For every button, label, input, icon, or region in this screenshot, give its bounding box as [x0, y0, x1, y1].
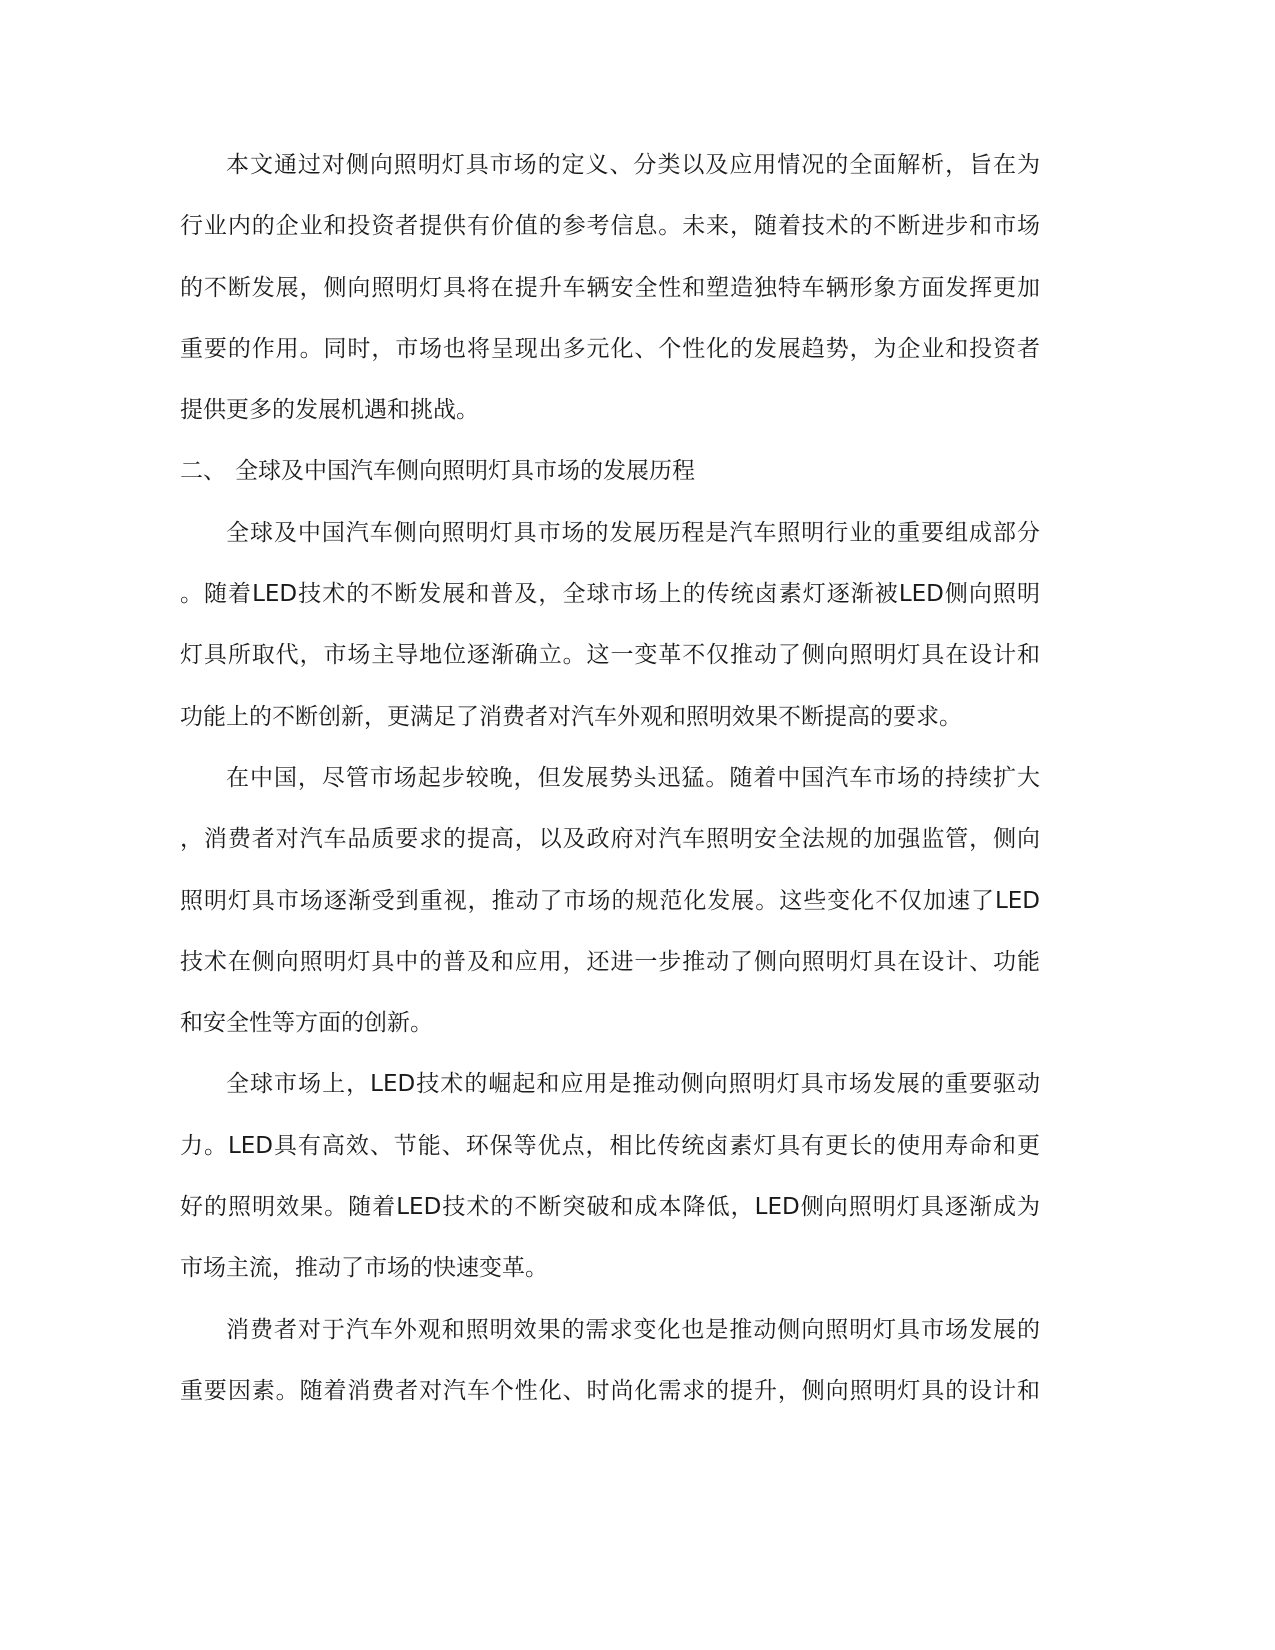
- paragraph-line: 力。LED具有高效、节能、环保等优点，相比传统卤素灯具有更长的使用寿命和更: [180, 1132, 1040, 1159]
- paragraph-line: 功能上的不断创新，更满足了消费者对汽车外观和照明效果不断提高的要求。: [180, 703, 962, 730]
- paragraph-line: 在中国，尽管市场起步较晚，但发展势头迅猛。随着中国汽车市场的持续扩大: [226, 764, 1040, 791]
- paragraph-line: 市场主流，推动了市场的快速变革。: [180, 1255, 548, 1282]
- paragraph-line: 本文通过对侧向照明灯具市场的定义、分类以及应用情况的全面解析，旨在为: [226, 152, 1040, 178]
- paragraph-intro: [180, 135, 1040, 441]
- paragraph-line: 全球及中国汽车侧向照明灯具市场的发展历程是汽车照明行业的重要组成部分: [226, 519, 1040, 546]
- paragraph-line: 灯具所取代，市场主导地位逐渐确立。这一变革不仅推动了侧向照明灯具在设计和: [180, 642, 1040, 669]
- section-heading: [180, 441, 1040, 502]
- paragraph-line: 。随着LED技术的不断发展和普及，全球市场上的传统卤素灯逐渐被LED侧向照明: [180, 581, 1040, 608]
- paragraph-line: ，消费者对汽车品质要求的提高，以及政府对汽车照明安全法规的加强监管，侧向: [180, 826, 1040, 853]
- paragraph-consumer: [180, 1300, 1040, 1423]
- paragraph-line: 重要的作用。同时，市场也将呈现出多元化、个性化的发展趋势，为企业和投资者: [180, 335, 1040, 362]
- paragraph-line: 提供更多的发展机遇和挑战。: [180, 397, 479, 424]
- paragraph-line: 消费者对于汽车外观和照明效果的需求变化也是推动侧向照明灯具市场发展的: [226, 1316, 1040, 1343]
- paragraph-history: [180, 503, 1040, 748]
- section-title: 全球及中国汽车侧向照明灯具市场的发展历程: [235, 458, 695, 485]
- paragraph-line: 重要因素。随着消费者对汽车个性化、时尚化需求的提升，侧向照明灯具的设计和: [180, 1377, 1040, 1404]
- document-body: [180, 135, 1040, 1422]
- section-number: 二、: [180, 458, 226, 485]
- paragraph-line: 照明灯具市场逐渐受到重视，推动了市场的规范化发展。这些变化不仅加速了LED: [180, 887, 1040, 914]
- paragraph-china: [180, 748, 1040, 1054]
- paragraph-line: 的不断发展，侧向照明灯具将在提升车辆安全性和塑造独特车辆形象方面发挥更加: [180, 274, 1040, 301]
- paragraph-global-led: [180, 1054, 1040, 1299]
- paragraph-line: 行业内的企业和投资者提供有价值的参考信息。未来，随着技术的不断进步和市场: [180, 213, 1040, 240]
- paragraph-line: 技术在侧向照明灯具中的普及和应用，还进一步推动了侧向照明灯具在设计、功能: [180, 948, 1040, 975]
- paragraph-line: 和安全性等方面的创新。: [180, 1010, 433, 1037]
- paragraph-line: 全球市场上，LED技术的崛起和应用是推动侧向照明灯具市场发展的重要驱动: [226, 1071, 1040, 1098]
- paragraph-line: 好的照明效果。随着LED技术的不断突破和成本降低，LED侧向照明灯具逐渐成为: [180, 1194, 1040, 1221]
